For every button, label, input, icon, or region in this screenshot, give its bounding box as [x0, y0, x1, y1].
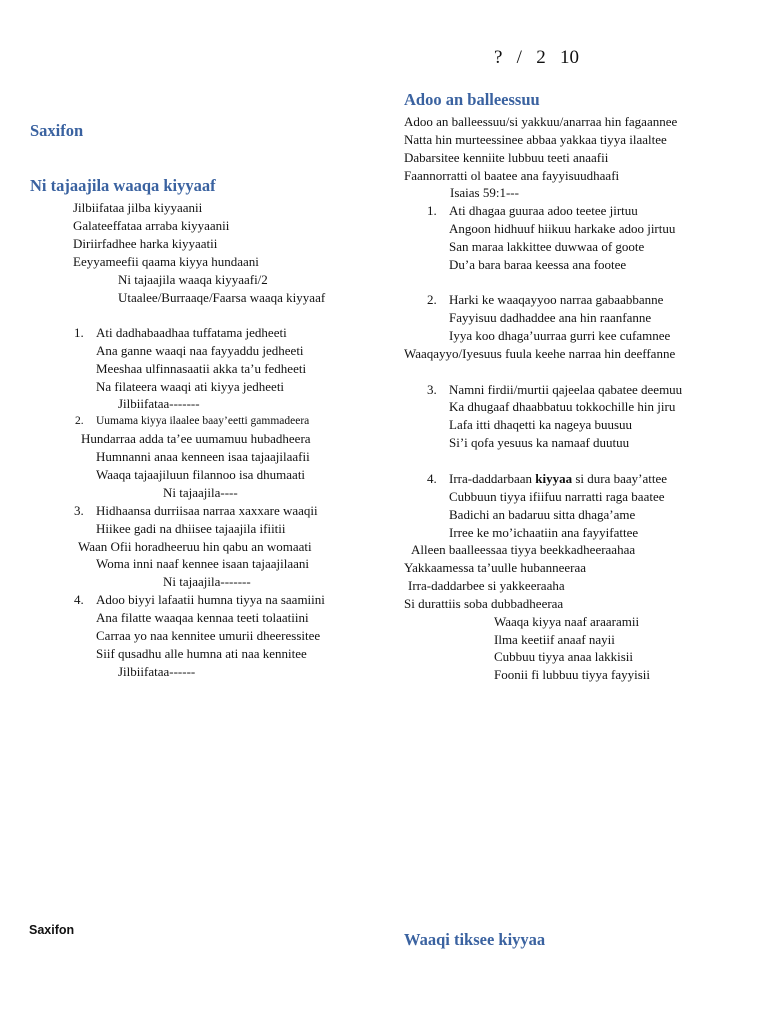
verse-line: Hidhaansa durriisaa narraa xaxxare waaqii	[96, 503, 318, 518]
verse-line: Hiikee gadi na dhiisee tajaajila ifiitii	[96, 521, 286, 536]
next-song-title: Waaqi tiksee kiyyaa	[404, 930, 546, 949]
verse-line: Galateeffataa arraba kiyyaanii	[73, 218, 230, 233]
verse-line: San maraa lakkittee duwwaa of goote	[449, 239, 645, 254]
stanza-number: 1.	[74, 325, 84, 340]
verse-line: Eeyyameefii qaama kiyya hundaani	[73, 254, 259, 269]
verse-line: Namni firdii/murtii qajeelaa qabatee deemuu	[449, 382, 683, 397]
verse-line: Adoo an balleessuu/si yakkuu/anarraa hin fagaannee	[404, 114, 678, 129]
chorus-line: Cubbuu tiyya anaa lakkisii	[494, 649, 634, 664]
verse-line: Cubbuun tiyya ifiifuu narratti raga baatee	[449, 489, 665, 504]
verse-line: Meeshaa ulfinnasaatii akka ta’u fedheeti	[96, 361, 307, 376]
verse-line: Humnanni anaa kenneen isaa tajaajilaafii	[96, 449, 310, 464]
emphasized-word: kiyyaa	[535, 471, 573, 486]
verse-line: Lafa itti dhaqetti ka nageya buusuu	[449, 417, 633, 432]
refrain-cue: Ni tajaajila----	[163, 485, 238, 500]
chorus-line: Foonii fi lubbuu tiyya fayyisii	[494, 667, 650, 682]
verse-line: Diriirfadhee harka kiyyaatii	[73, 236, 218, 251]
section-title-saxifon: Saxifon	[30, 121, 84, 140]
verse-line: Badichi an badaruu sitta dhaga’ame	[449, 507, 636, 522]
refrain-cue: Jilbiifataa------	[118, 664, 196, 679]
verse-line: Waan Ofii horadheeruu hin qabu an womaati	[78, 539, 312, 554]
verse-line: Hundarraa adda ta’ee uumamuu hubadheera	[81, 431, 311, 446]
verse-line: Angoon hidhuuf hiikuu harkake adoo jirtuu	[449, 221, 676, 236]
verse-line: Ati dhagaa guuraa adoo teetee jirtuu	[449, 203, 638, 218]
stanza-number: 3.	[427, 382, 437, 397]
chorus-line: Ni tajaajila waaqa kiyyaafi/2	[118, 272, 268, 287]
stanza-number: 2.	[75, 415, 84, 427]
verse-line: Ka dhugaaf dhaabbatuu tokkochille hin jiru	[449, 399, 676, 414]
refrain-cue: Ni tajaajila-------	[163, 574, 251, 589]
verse-line: Ati dadhabaadhaa tuffatama jedheeti	[96, 325, 287, 340]
verse-line: Ana filatte waaqaa kennaa teeti tolaatiini	[96, 610, 309, 625]
verse-line: Jilbiifataa jilba kiyyaanii	[73, 200, 203, 215]
verse-line: Si’i qofa yesuus ka namaaf duutuu	[449, 435, 630, 450]
verse-line: Carraa yo naa kennitee umurii dheeressitee	[96, 628, 321, 643]
verse-line: Adoo biyyi lafaatii humna tiyya na saamiini	[96, 592, 325, 607]
verse-line: Faannorratti ol baatee ana fayyisuudhaafi	[404, 168, 620, 183]
song-title-left: Ni tajaajila waaqa kiyyaaf	[30, 176, 216, 195]
verse-line: Na filateera waaqi ati kiyya jedheeti	[96, 379, 285, 394]
verse-line: Waaqayyo/Iyesuus fuula keehe narraa hin deeffanne	[404, 346, 676, 361]
stanza-number: 3.	[74, 503, 84, 518]
verse-line: Ana ganne waaqi naa fayyaddu jedheeti	[96, 343, 304, 358]
refrain-cue: Jilbiifataa-------	[118, 396, 200, 411]
chorus-line: Utaalee/Burraaqe/Faarsa waaqa kiyyaaf	[118, 290, 326, 305]
song-title-right: Adoo an balleessuu	[404, 90, 540, 109]
stanza-number: 4.	[74, 592, 84, 607]
verse-line: Si durattiis soba dubbadheeraa	[404, 596, 564, 611]
verse-line: Woma inni naaf kennee isaan tajaajilaani	[96, 556, 309, 571]
verse-line: Dabarsitee kenniite lubbuu teeti anaafii	[404, 150, 609, 165]
verse-line: Uumama kiyya ilaalee baay’eetti gammadeera	[96, 415, 310, 427]
verse-line: Yakkaamessa ta’uulle hubanneeraa	[404, 560, 587, 575]
verse-line: Irree ke mo’ichaatiin ana fayyifattee	[449, 525, 639, 540]
verse-line: Irra-daddarbee si yakkeeraaha	[408, 578, 565, 593]
scripture-reference: Isaias 59:1---	[450, 185, 519, 200]
chorus-line: Waaqa kiyya naaf araaramii	[494, 614, 640, 629]
chorus-line: Ilma keetiif anaaf nayii	[494, 632, 615, 647]
stanza-number: 1.	[427, 203, 437, 218]
verse-line: Siif qusadhu alle humna ati naa kennitee	[96, 646, 307, 661]
verse-line: Du’a bara baraa keessa ana footee	[449, 257, 627, 272]
stanza-number: 4.	[427, 471, 437, 486]
verse-line: Fayyisuu dadhaddee ana hin raanfanne	[449, 310, 652, 325]
stanza-number: 2.	[427, 292, 437, 307]
footer-saxifon-label: Saxifon	[29, 923, 75, 937]
verse-line-emphasis: Irra-daddarbaan kiyyaa si dura baay’attee	[449, 471, 668, 486]
verse-line: Iyya koo dhaga’uurraa gurri kee cufamnee	[449, 328, 671, 343]
verse-line: Harki ke waaqayyoo narraa gabaabbanne	[449, 292, 664, 307]
verse-line: Natta hin murteessinee abbaa yakkaa tiyya ilaaltee	[404, 132, 667, 147]
page-number: ? / 2 10	[494, 47, 579, 68]
verse-line: Waaqa tajaajiluun filannoo isa dhumaati	[96, 467, 306, 482]
verse-line: Alleen baalleessaa tiyya beekkadheeraahaa	[411, 542, 636, 557]
